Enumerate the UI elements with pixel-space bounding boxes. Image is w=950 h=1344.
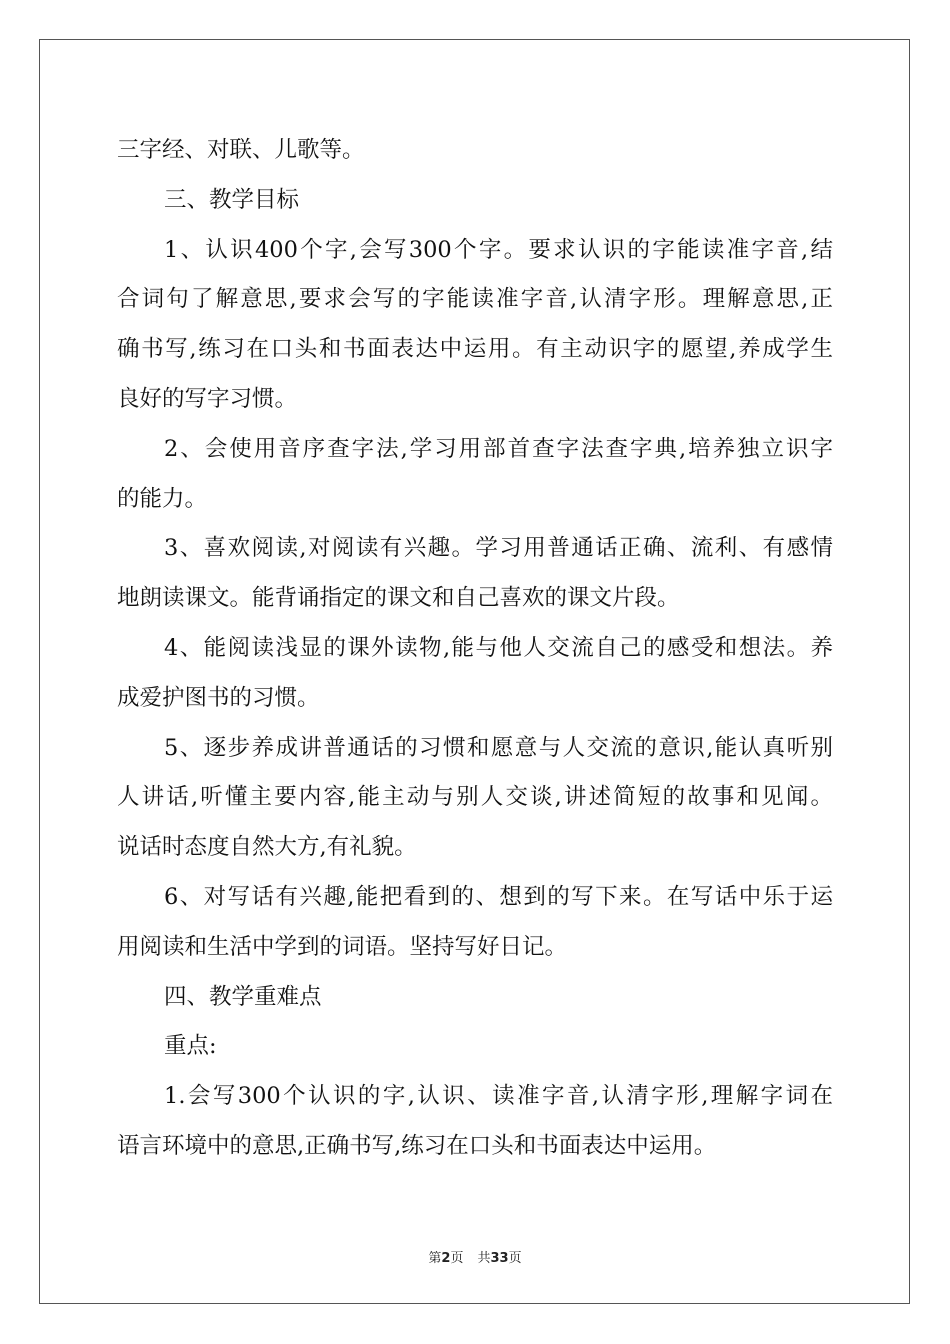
text-line: 的能力。 (117, 485, 208, 512)
page-number: 2 (441, 1251, 451, 1266)
text-line: 1、认识400个字,会写300个字。要求认识的字能读准字音,结 (164, 236, 833, 263)
text-line: 1.会写300个认识的字,认识、读准字音,认清字形,理解字词在 (164, 1083, 833, 1110)
section-heading: 三、教学目标 (164, 186, 300, 213)
total-suffix: 页 (508, 1251, 522, 1266)
page-footer (0, 1247, 950, 1266)
text-line: 4、能阅读浅显的课外读物,能与他人交流自己的感受和想法。养 (164, 634, 833, 661)
text-line: 合词句了解意思,要求会写的字能读准字音,认清字形。理解意思,正 (117, 286, 833, 313)
text-line: 用阅读和生活中学到的词语。坚持写好日记。 (117, 933, 568, 960)
subheading: 重点: (164, 1033, 217, 1060)
text-line: 语言环境中的意思,正确书写,练习在口头和书面表达中运用。 (117, 1132, 717, 1159)
text-line: 2、会使用音序查字法,学习用部首查字法查字典,培养独立识字 (164, 435, 833, 462)
text-line: 人讲话,听懂主要内容,能主动与别人交谈,讲述简短的故事和见闻。 (117, 784, 833, 811)
text-line: 6、对写话有兴趣,能把看到的、想到的写下来。在写话中乐于运 (164, 883, 833, 910)
text-line: 良好的写字习惯。 (117, 385, 298, 412)
text-line: 成爱护图书的习惯。 (117, 684, 320, 711)
text-line: 地朗读课文。能背诵指定的课文和自己喜欢的课文片段。 (117, 585, 680, 612)
page-suffix: 页 (450, 1251, 464, 1266)
document-body (117, 126, 833, 1172)
total-prefix: 共 (477, 1251, 491, 1266)
text-line: 3、喜欢阅读,对阅读有兴趣。学习用普通话正确、流利、有感情 (164, 535, 833, 562)
text-line: 确书写,练习在口头和书面表达中运用。有主动识字的愿望,养成学生 (117, 336, 833, 363)
text-line: 说话时态度自然大方,有礼貌。 (117, 834, 417, 861)
page-prefix: 第 (428, 1251, 442, 1266)
text-line: 5、逐步养成讲普通话的习惯和愿意与人交流的意识,能认真听别 (164, 734, 833, 761)
section-heading: 四、教学重难点 (164, 983, 322, 1010)
total-pages: 33 (490, 1251, 509, 1266)
text-line: 三字经、对联、儿歌等。 (117, 137, 365, 163)
